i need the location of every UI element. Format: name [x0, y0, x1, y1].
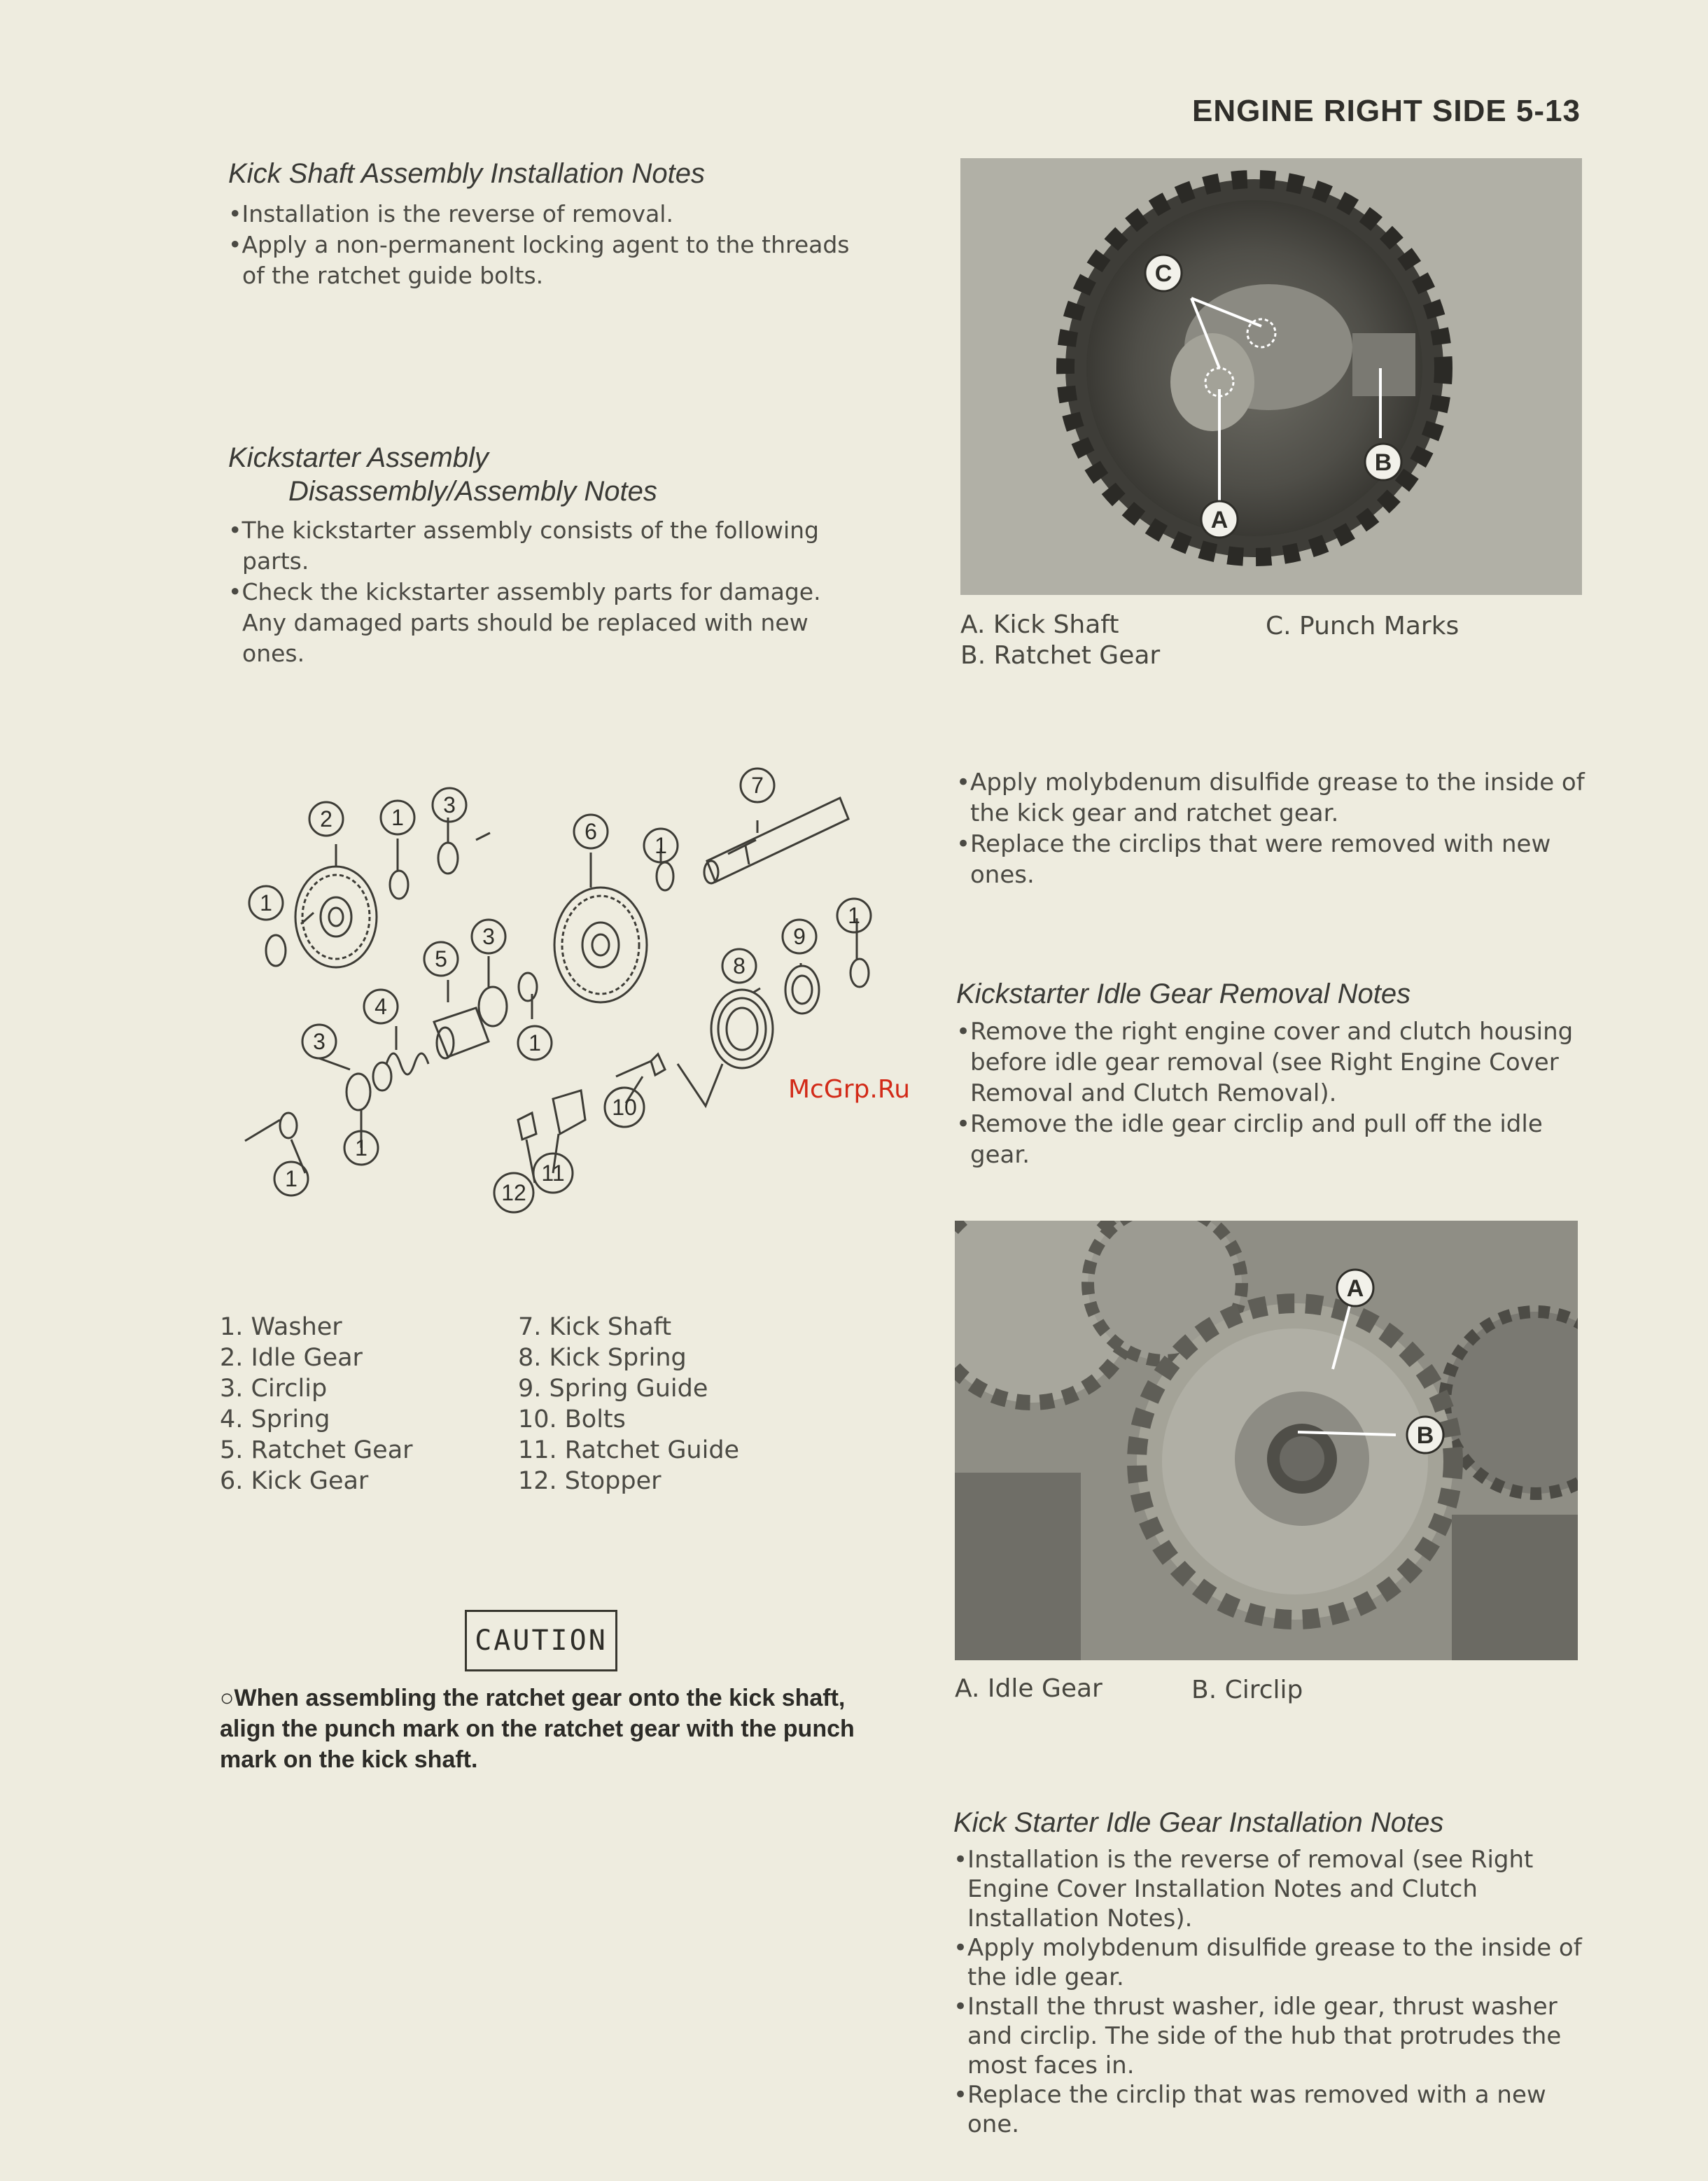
callout-5	[424, 942, 458, 976]
photo2-caption-a: A. Idle Gear	[955, 1674, 1102, 1703]
callout-2	[309, 802, 343, 836]
part-item: 8. Kick Spring	[518, 1344, 687, 1372]
callout-1	[644, 829, 678, 862]
svg-text:3: 3	[313, 1029, 326, 1054]
callout-4	[364, 990, 398, 1023]
callout-11	[533, 1153, 573, 1193]
svg-text:2: 2	[320, 806, 332, 832]
kick-shaft-photo	[960, 158, 1582, 595]
parts-list-left	[220, 1312, 413, 1496]
svg-text:1: 1	[654, 833, 667, 858]
part-item: 3. Circlip	[220, 1375, 328, 1403]
svg-text:11: 11	[541, 1160, 565, 1186]
part-item: 6. Kick Gear	[220, 1467, 369, 1495]
bullet: •Replace the circlips that were removed with new ones.	[956, 830, 1551, 889]
svg-text:7: 7	[751, 773, 764, 798]
kickstarter-exploded-diagram	[224, 756, 882, 1232]
idle-gear-photo	[955, 1221, 1578, 1660]
caution-label: CAUTION	[465, 1610, 617, 1671]
photo1-label-b: B	[1374, 449, 1392, 476]
photo1-caption-b: B. Ratchet Gear	[960, 641, 1161, 670]
parts-list-right	[518, 1312, 739, 1496]
part-item: 10. Bolts	[518, 1405, 626, 1433]
svg-text:1: 1	[260, 890, 272, 916]
part-item: 4. Spring	[220, 1405, 330, 1433]
idle-removal-heading: Kickstarter Idle Gear Removal Notes	[956, 979, 1411, 1009]
photo1-caption-c: C. Punch Marks	[1266, 612, 1460, 640]
svg-text:9: 9	[793, 924, 806, 949]
svg-text:12: 12	[501, 1180, 526, 1205]
grease-notes	[956, 767, 1590, 890]
kickstarter-assembly-notes	[228, 515, 862, 669]
callout-10	[605, 1088, 644, 1127]
callout-6	[574, 815, 608, 848]
part-item: 11. Ratchet Guide	[518, 1436, 740, 1464]
callout-3	[302, 1025, 336, 1058]
photo1-caption-a: A. Kick Shaft	[960, 610, 1119, 639]
svg-text:1: 1	[848, 903, 860, 928]
photo2-label-b: B	[1416, 1422, 1434, 1449]
bullet: •Installation is the reverse of removal.	[228, 200, 673, 227]
callout-1	[518, 1026, 552, 1060]
watermark: McGrp.Ru	[788, 1075, 911, 1104]
callout-7	[741, 769, 774, 802]
bullet: •Apply molybdenum disulfide grease to the inside of the idle gear.	[953, 1934, 1582, 1991]
part-item: 12. Stopper	[518, 1467, 662, 1495]
kick-shaft-drawing	[704, 798, 848, 883]
callout-1	[249, 886, 283, 920]
kickstarter-assembly-heading: Kickstarter Assembly	[228, 442, 489, 473]
callout-3	[433, 788, 466, 822]
svg-text:1: 1	[528, 1030, 541, 1056]
svg-text:5: 5	[435, 946, 447, 972]
kick-shaft-install-heading: Kick Shaft Assembly Installation Notes	[228, 158, 706, 189]
callout-1	[381, 801, 414, 834]
kick-gear-drawing	[554, 888, 647, 1002]
bullet: •Remove the right engine cover and clutch housing before idle gear removal (see Right Engine Cover Removal and Clutch Removal).	[956, 1018, 1574, 1107]
bullet: •The kickstarter assembly consists of the following parts.	[228, 517, 819, 575]
photo2-label-a: A	[1346, 1275, 1364, 1302]
callout-1	[274, 1162, 308, 1195]
bullet: •Replace the circlip that was removed with a new one.	[953, 2081, 1546, 2138]
callout-8	[722, 949, 756, 983]
svg-text:3: 3	[443, 792, 456, 818]
svg-text:6: 6	[584, 819, 597, 844]
part-item: 5. Ratchet Gear	[220, 1436, 413, 1464]
bullet: •Install the thrust washer, idle gear, thrust washer and circlip. The side of the hub that protrudes the most faces in.	[953, 1993, 1562, 2080]
svg-text:3: 3	[482, 924, 495, 949]
svg-text:8: 8	[733, 953, 746, 979]
svg-text:1: 1	[355, 1135, 368, 1160]
part-item: 9. Spring Guide	[518, 1375, 708, 1403]
svg-text:4: 4	[374, 994, 387, 1019]
kickstarter-assembly-subheading: Disassembly/Assembly Notes	[288, 476, 657, 507]
bullet: •Remove the idle gear circlip and pull off the idle gear.	[956, 1110, 1543, 1169]
idle-install-notes	[953, 1845, 1590, 2139]
caution-text: ○When assembling the ratchet gear onto the kick shaft, align the punch mark on the ratchet gear with the punch mark on the kick shaft.	[220, 1685, 855, 1773]
bullet: •Apply molybdenum disulfide grease to the inside of the kick gear and ratchet gear.	[956, 769, 1585, 827]
part-item: 2. Idle Gear	[220, 1344, 363, 1372]
bullet: •Installation is the reverse of removal (see Right Engine Cover Installation Notes and Clutch Installation Notes).	[953, 1846, 1534, 1933]
svg-text:1: 1	[391, 805, 404, 830]
callout-1	[837, 899, 871, 932]
callout-12	[494, 1173, 533, 1212]
idle-removal-notes	[956, 1016, 1590, 1170]
part-item: 7. Kick Shaft	[518, 1313, 672, 1341]
svg-text:1: 1	[285, 1166, 298, 1191]
callout-1	[344, 1131, 378, 1165]
kick-shaft-install-notes	[228, 199, 862, 291]
callout-3	[472, 920, 505, 953]
page-header: ENGINE RIGHT SIDE 5-13	[1191, 94, 1581, 128]
photo2-caption-b: B. Circlip	[1191, 1676, 1303, 1704]
photo1-label-a: A	[1210, 507, 1228, 533]
callout-9	[783, 920, 816, 953]
bullet: •Check the kickstarter assembly parts for damage. Any damaged parts should be replaced with new ones.	[228, 578, 821, 667]
bullet: •Apply a non-permanent locking agent to the threads of the ratchet guide bolts.	[228, 231, 850, 289]
idle-install-heading: Kick Starter Idle Gear Installation Notes	[953, 1807, 1444, 1838]
svg-text:10: 10	[612, 1095, 637, 1120]
photo1-label-c: C	[1154, 260, 1172, 287]
part-item: 1. Washer	[220, 1313, 342, 1341]
